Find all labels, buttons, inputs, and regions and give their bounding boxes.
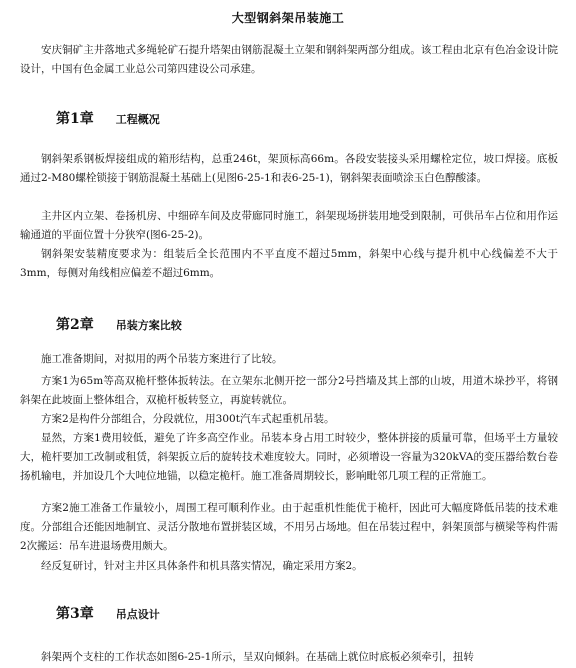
chapter-number: 第1章 [56, 111, 94, 127]
chapter-2-paragraph: 显然，方案1费用较低，避免了许多高空作业。吊装本身占用工时较少，整体拼接的质量可靠，但场平土方量较大，桅杆要加工改制或租赁，斜架扳立后的旋转技术难度较大。同时，必须增设一容量为320kVA的变压器给数台卷扬机输电，并加设几个大吨位地锚，以稳定桅杆。施工准备周期较长，影响毗邻几项工程的正常施工。 [20, 432, 558, 482]
chapter-name: 吊装方案比较 [115, 319, 182, 332]
chapter-number: 第3章 [56, 606, 94, 622]
chapter-1-heading [56, 108, 160, 128]
document-title: 大型钢斜架吊装施工 [231, 11, 345, 25]
chapter-1-paragraph: 主井区内立架、卷扬机房、中细碎车间及皮带廊同时施工，斜架现场拼装用地受到限制，可供吊车占位和用作运输通道的平面位置十分狭窄(图6-25-2)。 [20, 210, 558, 241]
chapter-2-paragraph: 经反复研讨，针对主井区具体条件和机具落实情况，确定采用方案2。 [41, 560, 363, 572]
chapter-3-paragraph: 斜架两个支柱的工作状态如图6-25-1所示，呈双向倾斜。在基础上就位时底板必须牵引，扭转 [41, 651, 474, 663]
chapter-1-paragraph: 钢斜架系钢板焊接组成的箱形结构，总重246t，架顶标高66m。各段安装接头采用螺栓定位，坡口焊接。底板通过2-M80螺栓锁接于钢筋混凝土基础上(见图6-25-1和表6-25-1)，钢斜架表面喷涂玉白色醇酸漆。 [20, 153, 558, 184]
chapter-name: 工程概况 [115, 113, 160, 126]
chapter-2-paragraph: 方案1为65m等高双桅杆整体扳转法。在立架东北侧开挖一部分2号挡墙及其上部的山坡，用道木垛抄平，将钢斜架在此坡面上整体组合，双桅杆板转竖立，再旋转就位。 [20, 375, 558, 406]
chapter-name: 吊点设计 [115, 608, 160, 621]
chapter-2-heading [56, 314, 182, 334]
chapter-2-paragraph: 施工准备期间，对拟用的两个吊装方案进行了比较。 [41, 353, 283, 365]
chapter-2-paragraph: 方案2是构件分部组合，分段就位，用300t汽车式起重机吊装。 [41, 413, 335, 425]
chapter-number: 第2章 [56, 317, 94, 333]
intro-paragraph: 安庆铜矿主井落地式多绳轮矿石提升塔架由钢筋混凝土立架和钢斜架两部分组成。该工程由北京有色冶金设计院设计，中国有色金属工业总公司第四建设公司承建。 [20, 44, 558, 75]
chapter-1-paragraph: 钢斜架安装精度要求为：组装后全长范围内不平直度不超过5mm，斜架中心线与提升机中心线偏差不大于3mm，每侧对角线相应偏差不超过6mm。 [20, 248, 558, 279]
chapter-3-heading [56, 603, 160, 623]
chapter-2-paragraph: 方案2施工准备工作量较小，周围工程可顺利作业。由于起重机性能优于桅杆，因此可大幅度降低吊装的技术难度。分部组合还能因地制宜、灵活分散地布置拼装区域，不用另占场地。但在吊装过程中，斜架顶部与横梁等构件需2次搬运：吊车进退场费用颇大。 [20, 502, 558, 552]
